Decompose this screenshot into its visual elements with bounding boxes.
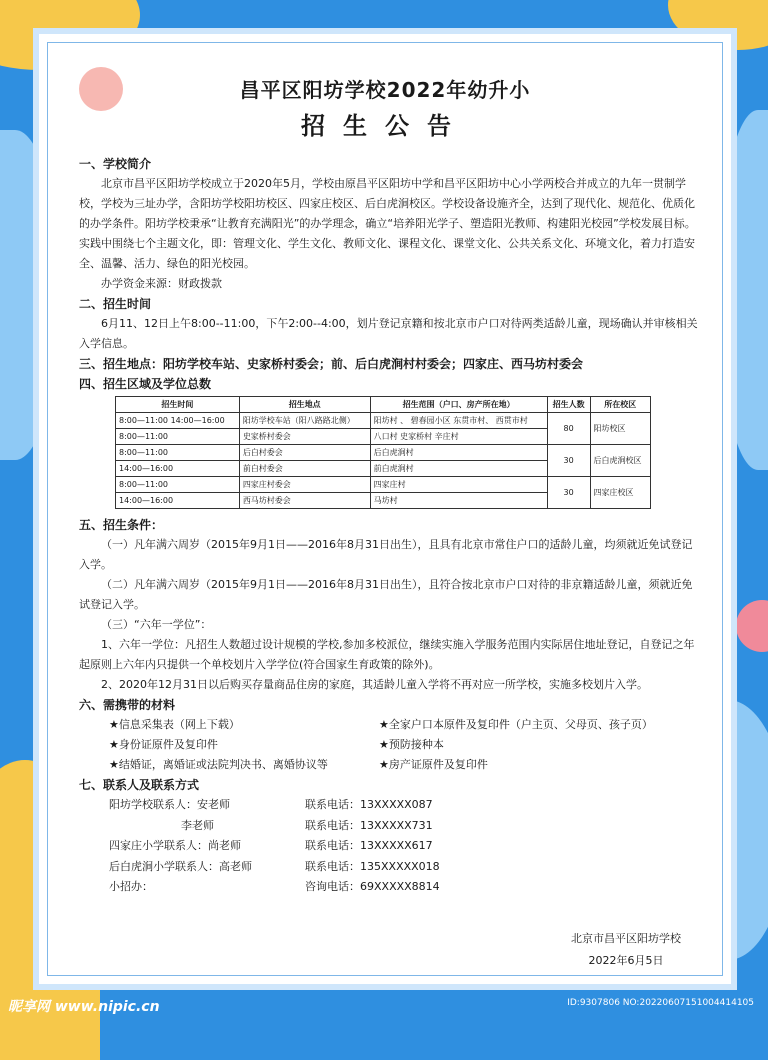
cell-time: 8:00—11:00 xyxy=(116,477,240,493)
cell-place: 史家桥村委会 xyxy=(239,429,370,445)
cell-time: 14:00—16:00 xyxy=(116,493,240,509)
section-heading: 七、联系人及联系方式 xyxy=(79,778,200,792)
section-heading: 一、学校简介 xyxy=(79,157,152,171)
signature-date: 2022年6月5日 xyxy=(588,954,664,967)
notice-body xyxy=(79,154,701,898)
enroll-location: 三、招生地点：阳坊学校车站、史家桥村委会；前、后白虎涧村村委会；四家庄、西马坊村委会 xyxy=(79,357,584,371)
contact-name: 小招办： xyxy=(109,880,153,893)
contact-phone: 联系电话：135XXXXX018 xyxy=(305,859,440,873)
table-row xyxy=(116,445,651,461)
section-heading: 五、招生条件： xyxy=(79,518,164,532)
col-header: 招生时间 xyxy=(116,397,240,413)
cell-time: 8:00—11:00 xyxy=(116,445,240,461)
image-id: ID:9307806 NO:20220607151004414105 xyxy=(567,998,754,1008)
cell-time: 8:00—11:00 xyxy=(116,429,240,445)
condition-1: （一）凡年满六周岁（2015年9月1日——2016年8月31日出生），且具有北京市常住户口的适龄儿童，均须就近免试登记入学。 xyxy=(79,538,693,571)
condition-3a: 1、六年一学位：凡招生人数超过设计规模的学校,参加多校派位，继续实施入学服务范围内实际居住地址登记，自登记之年起原则上六年内只提供一个单校划片入学学位(符合国家生育政策的除外)。 xyxy=(79,638,695,671)
contact-name: 四家庄小学联系人：尚老师 xyxy=(109,839,241,852)
cell-campus: 后白虎涧校区 xyxy=(590,445,650,477)
cell-place: 后白村委会 xyxy=(239,445,370,461)
col-header: 招生地点 xyxy=(239,397,370,413)
cell-range: 四家庄村 xyxy=(370,477,547,493)
materials-list xyxy=(79,715,701,775)
cell-range: 前白虎涧村 xyxy=(370,461,547,477)
contact-name: 阳坊学校联系人：安老师 xyxy=(109,798,230,811)
cell-campus: 阳坊校区 xyxy=(590,413,650,445)
condition-3: （三）“六年一学位”： xyxy=(101,618,212,631)
contact-name: 后白虎涧小学联系人：高老师 xyxy=(109,859,252,873)
table-header xyxy=(116,397,651,413)
cell-place: 西马坊村委会 xyxy=(239,493,370,509)
col-header: 所在校区 xyxy=(590,397,650,413)
cell-range: 后白虎涧村 xyxy=(370,445,547,461)
contact-list xyxy=(79,795,701,898)
condition-2: （二）凡年满六周岁（2015年9月1日——2016年8月31日出生），且符合按北京市户口对待的非京籍适龄儿童，须就近免试登记入学。 xyxy=(79,578,693,611)
cell-place: 前白村委会 xyxy=(239,461,370,477)
material-item: ★房产证原件及复印件 xyxy=(379,758,488,771)
cell-campus: 四家庄校区 xyxy=(590,477,650,509)
title-line1: 昌平区阳坊学校2022年幼升小 xyxy=(239,78,531,102)
col-header: 招生范围（户口、房产所在地） xyxy=(370,397,547,413)
title-line2: 招生公告 xyxy=(301,112,469,140)
watermark-logo: 昵享网 www.nipic.cn xyxy=(8,999,160,1015)
cell-count: 30 xyxy=(547,445,590,477)
section-heading: 六、需携带的材料 xyxy=(79,698,176,712)
material-item: ★身份证原件及复印件 xyxy=(109,738,218,751)
cell-range: 阳坊村 、 碧春园小区 东贯市村、 西贯市村 xyxy=(370,413,547,429)
cell-time: 8:00—11:00 14:00—16:00 xyxy=(116,413,240,429)
signature-block xyxy=(571,928,681,972)
cell-place: 四家庄村委会 xyxy=(239,477,370,493)
cell-range: 八口村 史家桥村 辛庄村 xyxy=(370,429,547,445)
contact-phone: 咨询电话：69XXXXX8814 xyxy=(305,880,440,893)
material-item: ★信息采集表（网上下载） xyxy=(109,718,240,731)
cell-range: 马坊村 xyxy=(370,493,547,509)
cell-place: 阳坊学校车站（阳八路路北侧） xyxy=(239,413,370,429)
col-header: 招生人数 xyxy=(547,397,590,413)
material-item: ★结婚证，离婚证或法院判决书、离婚协议等 xyxy=(109,758,328,771)
contact-phone: 联系电话：13XXXXX087 xyxy=(305,798,433,811)
section-heading: 四、招生区域及学位总数 xyxy=(79,377,212,391)
condition-3b: 2、2020年12月31日以后购买存量商品住房的家庭，其适龄儿童入学将不再对应一所学校，实施多校划片入学。 xyxy=(101,678,648,691)
material-item: ★全家户口本原件及复印件（户主页、父母页、孩子页） xyxy=(379,718,653,731)
table-row xyxy=(116,477,651,493)
section-heading: 二、招生时间 xyxy=(79,297,152,311)
contact-phone: 联系电话：13XXXXX731 xyxy=(305,818,433,832)
cell-count: 80 xyxy=(547,413,590,445)
enroll-time: 6月11、12日上午8:00--11:00，下午2:00--4:00，划片登记京籍和按北京市户口对待两类适龄儿童，现场确认并审核相关入学信息。 xyxy=(79,317,698,350)
contact-name: 李老师 xyxy=(181,818,214,832)
poster-paper xyxy=(33,28,737,990)
signature-org: 北京市昌平区阳坊学校 xyxy=(571,932,681,945)
enroll-table xyxy=(115,396,651,509)
fund-source: 办学资金来源：财政拨款 xyxy=(101,277,222,290)
table-row xyxy=(116,413,651,429)
bg-shape-pink xyxy=(736,600,768,652)
cell-time: 14:00—16:00 xyxy=(116,461,240,477)
school-intro: 北京市昌平区阳坊学校成立于2020年5月，学校由原昌平区阳坊中学和昌平区阳坊中心小学两校合并成立的九年一贯制学校，学校为三址办学，含阳坊学校阳坊校区、四家庄校区、后白虎涧校区。学校设备设施齐全，达到了现代化、规范化、优质化的办学条件。阳坊学校秉承“让教育充满阳光”的办学理念，确立“培养阳光学子、塑造阳光教师、构建阳光校园”学校发展目标。实践中围绕七个主题文化，即：管理文化、学生文化、教师文化、课程文化、课堂文化、公共关系文化、环境文化，着力打造安全、温馨、活力、绿色的阳光校园。 xyxy=(79,177,696,270)
cell-count: 30 xyxy=(547,477,590,509)
material-item: ★预防接种本 xyxy=(379,738,444,751)
contact-phone: 联系电话：13XXXXX617 xyxy=(305,839,433,852)
